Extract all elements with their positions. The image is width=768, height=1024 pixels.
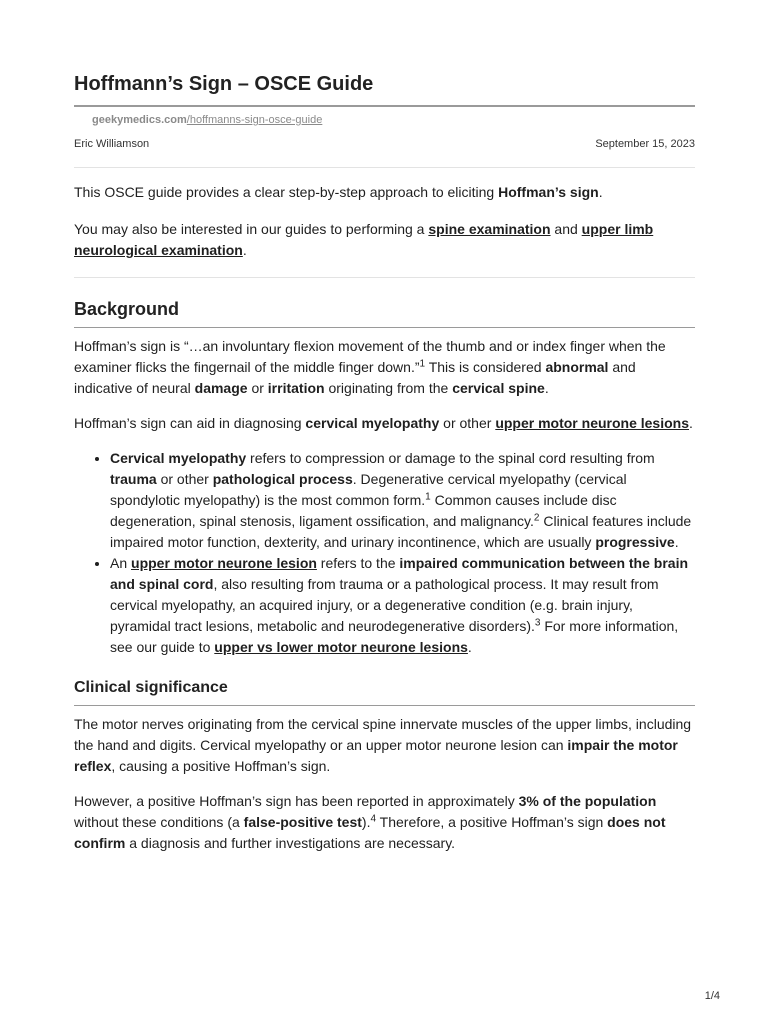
b1-text-2: or other (156, 471, 213, 487)
citation-2: 2 (533, 512, 540, 524)
bg1-bold-irritation: irritation (267, 380, 325, 396)
intro-bold: Hoffman’s sign (498, 184, 599, 200)
bg1-text-6: . (544, 380, 549, 396)
upper-limb-neuro-exam-link[interactable]: upper limb neurological examination (74, 221, 654, 258)
clinical-paragraph-1 (74, 714, 695, 777)
cs2-text-5: a diagnosis and further investigations are necessary. (125, 835, 456, 851)
b2-text-1: refers to the (316, 555, 400, 571)
background-bullet-list (74, 448, 695, 658)
cs2-bold-2: false-positive test (243, 814, 362, 830)
intro-text: This OSCE guide provides a clear step-by-step approach to eliciting (74, 184, 499, 200)
b1-bold-3: pathological process (212, 471, 353, 487)
b1-text-3: . Degenerative cervical myelopathy (cervical spondylotic myelopathy) is the most common form. (110, 471, 627, 508)
b2-bold-1: impaired communication between the brain and spinal cord (110, 555, 689, 592)
b1-text-1: refers to compression or damage to the spinal cord resulting from (246, 450, 655, 466)
cs2-bold-3: does not confirm (74, 814, 666, 851)
background-paragraph-1 (74, 336, 695, 399)
cs1-text-2: , causing a positive Hoffman’s sign. (111, 758, 331, 774)
bg2-text-2: or other (439, 415, 496, 431)
related-text: You may also be interested in our guides to performing a (74, 221, 429, 237)
related-end: . (242, 242, 247, 258)
bg1-bold-cervical-spine: cervical spine (452, 380, 545, 396)
citation-3: 3 (534, 617, 541, 629)
cs2-text-2: without these conditions (a (74, 814, 244, 830)
list-item (110, 448, 695, 553)
bg1-text-2: This is considered (425, 359, 546, 375)
cs1-bold-1: impair the motor reflex (74, 737, 678, 774)
bg1-text-5: originating from the (324, 380, 453, 396)
b2-text-2: , also resulting from trauma or a pathological process. It may result from cervical myelopathy, an acquired injury, or a degenerative condition (e.g. brain injury, pyramidal tract lesions, metabolic and neurodegenerative disorders). (110, 576, 659, 634)
publish-date: September 15, 2023 (595, 138, 695, 150)
related-guides-paragraph (74, 219, 695, 278)
source-domain[interactable]: geekymedics.com (92, 114, 187, 126)
bg2-bold-cervical-myelopathy: cervical myelopathy (305, 415, 440, 431)
source-path[interactable]: /hoffmanns-sign-osce-guide (186, 114, 323, 126)
bg1-bold-damage: damage (194, 380, 248, 396)
cs2-text-4: Therefore, a positive Hoffman’s sign (376, 814, 608, 830)
intro-paragraph (74, 182, 695, 203)
related-and: and (550, 221, 582, 237)
clinical-significance-heading: Clinical significance (74, 676, 695, 706)
citation-1: 1 (419, 358, 426, 370)
citation-1: 1 (425, 491, 431, 503)
umn-lesions-link[interactable]: upper motor neurone lesions (495, 415, 690, 431)
b1-text-4: Common causes include disc degeneration, spinal stenosis, ligament ossification, and malignancy. (110, 492, 617, 529)
b1-text-6: . (674, 534, 679, 550)
bg1-text-3: and indicative of neural (74, 359, 636, 396)
bg1-text-1: Hoffman’s sign is “…an involuntary flexion movement of the thumb and or index finger when the examiner flicks the fingernail of the middle finger down.” (74, 338, 666, 375)
bg2-text-3: . (689, 415, 693, 431)
cs2-text-1: However, a positive Hoffman’s sign has been reported in approximately (74, 793, 519, 809)
author: Eric Williamson (74, 138, 150, 150)
b1-bold-2: trauma (110, 471, 157, 487)
page-number: 1/4 (704, 990, 720, 1002)
cs2-text-3: ). (361, 814, 371, 830)
bg2-text-1: Hoffman’s sign can aid in diagnosing (74, 415, 306, 431)
umn-lesion-link[interactable]: upper motor neurone lesion (131, 555, 317, 571)
source-url[interactable] (92, 113, 695, 127)
upper-vs-lower-mn-link[interactable]: upper vs lower motor neurone lesions (214, 639, 468, 655)
background-paragraph-2 (74, 413, 695, 434)
b2-text-3: For more information, see our guide to (110, 618, 679, 655)
b2-text-4: . (467, 639, 472, 655)
b1-bold-1: Cervical myelopathy (110, 450, 247, 466)
bg1-bold-abnormal: abnormal (545, 359, 609, 375)
clinical-paragraph-2 (74, 791, 695, 854)
document-page (74, 70, 695, 854)
intro-end: . (598, 184, 603, 200)
citation-4: 4 (370, 813, 377, 825)
cs1-text-1: The motor nerves originating from the cervical spine innervate muscles of the upper limbs, including the hand and digits. Cervical myelopathy or an upper motor neurone lesion can (74, 716, 692, 753)
b2-text-0: An (110, 555, 132, 571)
page-title: Hoffmann’s Sign – OSCE Guide (74, 70, 695, 107)
list-item (110, 553, 695, 658)
bg1-text-4: or (247, 380, 268, 396)
spine-examination-link[interactable]: spine examination (428, 221, 551, 237)
b1-bold-4: progressive (595, 534, 675, 550)
background-heading: Background (74, 296, 695, 328)
byline (74, 137, 695, 168)
cs2-bold-1: 3% of the population (518, 793, 657, 809)
b1-text-5: Clinical features include impaired motor function, dexterity, and urinary incontinence, which are usually (110, 513, 692, 550)
